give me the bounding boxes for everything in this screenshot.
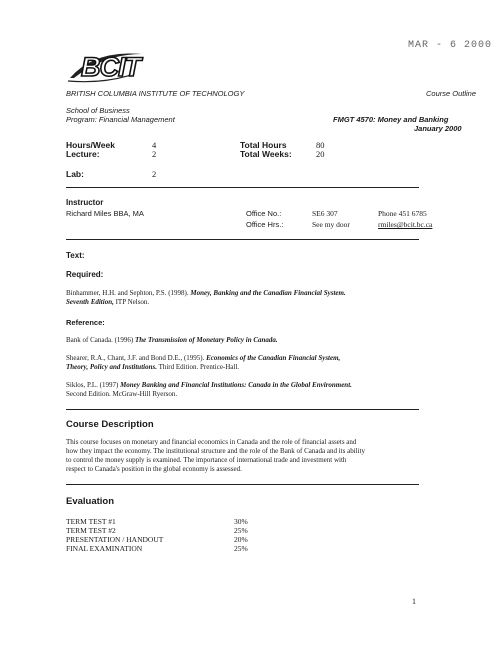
evaluation-item-label: FINAL EXAMINATION	[66, 544, 143, 553]
evaluation-item-value: 25%	[234, 544, 248, 553]
instructor-email-link[interactable]: rmiles@bcit.bc.ca	[378, 220, 433, 229]
reference-1	[66, 336, 426, 345]
reference-2-rest: Third Edition. Prentice-Hall.	[158, 363, 240, 371]
institute-name: BRITISH COLUMBIA INSTITUTE OF TECHNOLOGY	[66, 89, 245, 98]
lecture-label: Lecture:	[66, 149, 100, 159]
total-hours-value: 80	[316, 140, 325, 150]
total-weeks-value: 20	[316, 149, 325, 159]
evaluation-item-value: 20%	[234, 535, 248, 544]
office-no-label: Office No.:	[246, 209, 282, 218]
reference-3	[66, 381, 446, 399]
evaluation-item-label: TERM TEST #2	[66, 526, 116, 535]
required-ref-edition: Seventh Edition,	[66, 298, 114, 306]
text-heading: Text:	[66, 251, 85, 260]
divider	[66, 484, 419, 485]
evaluation-item-value: 30%	[234, 517, 248, 526]
evaluation-item-label: TERM TEST #1	[66, 517, 116, 526]
reference-label: Reference:	[66, 318, 105, 327]
reference-3-title: Money Banking and Financial Institutions: Canada in the Global Environment.	[120, 381, 352, 389]
instructor-phone: Phone 451 6785	[378, 209, 427, 218]
lab-label: Lab:	[66, 169, 84, 179]
course-description-line: how they impact the economy. The institutional structure and the role of the Bank of Canada and its ability	[66, 447, 365, 455]
course-description-heading: Course Description	[66, 419, 154, 430]
course-description-line: respect to Canada's position in the global economy is assessed.	[66, 465, 242, 473]
logo-wordmark: BCIT	[81, 52, 140, 82]
course-description-line: This course focuses on monetary and financial economics in Canada and the role of financial assets and	[66, 438, 357, 446]
reference-2-title-a: Economics of the Canadian Financial System,	[206, 354, 341, 362]
course-description-body	[66, 438, 446, 474]
lecture-value: 2	[152, 149, 157, 159]
evaluation-item-value: 25%	[234, 526, 248, 535]
reference-1-author: Bank of Canada. (1996)	[66, 336, 134, 344]
total-weeks-label: Total Weeks:	[240, 149, 292, 159]
hours-week-value: 4	[152, 140, 157, 150]
divider	[66, 239, 419, 240]
divider	[66, 409, 419, 410]
instructor-name: Richard Miles BBA, MA	[66, 209, 144, 218]
evaluation-heading: Evaluation	[66, 496, 115, 507]
office-hrs-value: See my door	[312, 220, 350, 229]
course-code: FMGT 4570: Money and Banking	[333, 115, 449, 124]
hours-week-label: Hours/Week	[66, 140, 115, 150]
divider	[66, 187, 419, 188]
reference-1-title: The Transmission of Monetary Policy in Canada.	[135, 336, 278, 344]
required-reference	[66, 289, 426, 307]
required-ref-title: Money, Banking and the Canadian Financial System.	[190, 289, 346, 297]
program-name: Program: Financial Management	[66, 115, 175, 124]
office-hrs-label: Office Hrs.:	[246, 220, 284, 229]
received-date-stamp: MAR - 6 2000	[408, 40, 493, 51]
lab-value: 2	[152, 169, 157, 179]
course-description-line: to control the money supply is examined. The importance of international trade and investment with	[66, 456, 347, 464]
required-ref-authors: Binhammer, H.H. and Sephton, P.S. (1998).	[66, 289, 189, 297]
page-number: 1	[412, 597, 416, 606]
total-hours-label: Total Hours	[240, 140, 287, 150]
bcit-logo	[64, 48, 146, 86]
reference-2	[66, 354, 426, 372]
reference-2-title-b: Theory, Policy and Institutions.	[66, 363, 157, 371]
school-name: School of Business	[66, 106, 130, 115]
required-ref-publisher: ITP Nelson.	[115, 298, 150, 306]
course-outline-label: Course Outline	[426, 89, 477, 98]
reference-2-author: Shearer, R.A., Chant, J.F. and Bond D.E., (1995).	[66, 354, 205, 362]
course-date: January 2000	[414, 124, 462, 133]
reference-3-rest: Second Edition. McGraw-Hill Ryerson.	[66, 390, 178, 398]
instructor-heading: Instructor	[66, 198, 104, 207]
office-no-value: SE6 307	[312, 209, 338, 218]
evaluation-item-label: PRESENTATION / HANDOUT	[66, 535, 164, 544]
reference-3-author: Siklos, P.L. (1997)	[66, 381, 119, 389]
required-label: Required:	[66, 270, 104, 279]
